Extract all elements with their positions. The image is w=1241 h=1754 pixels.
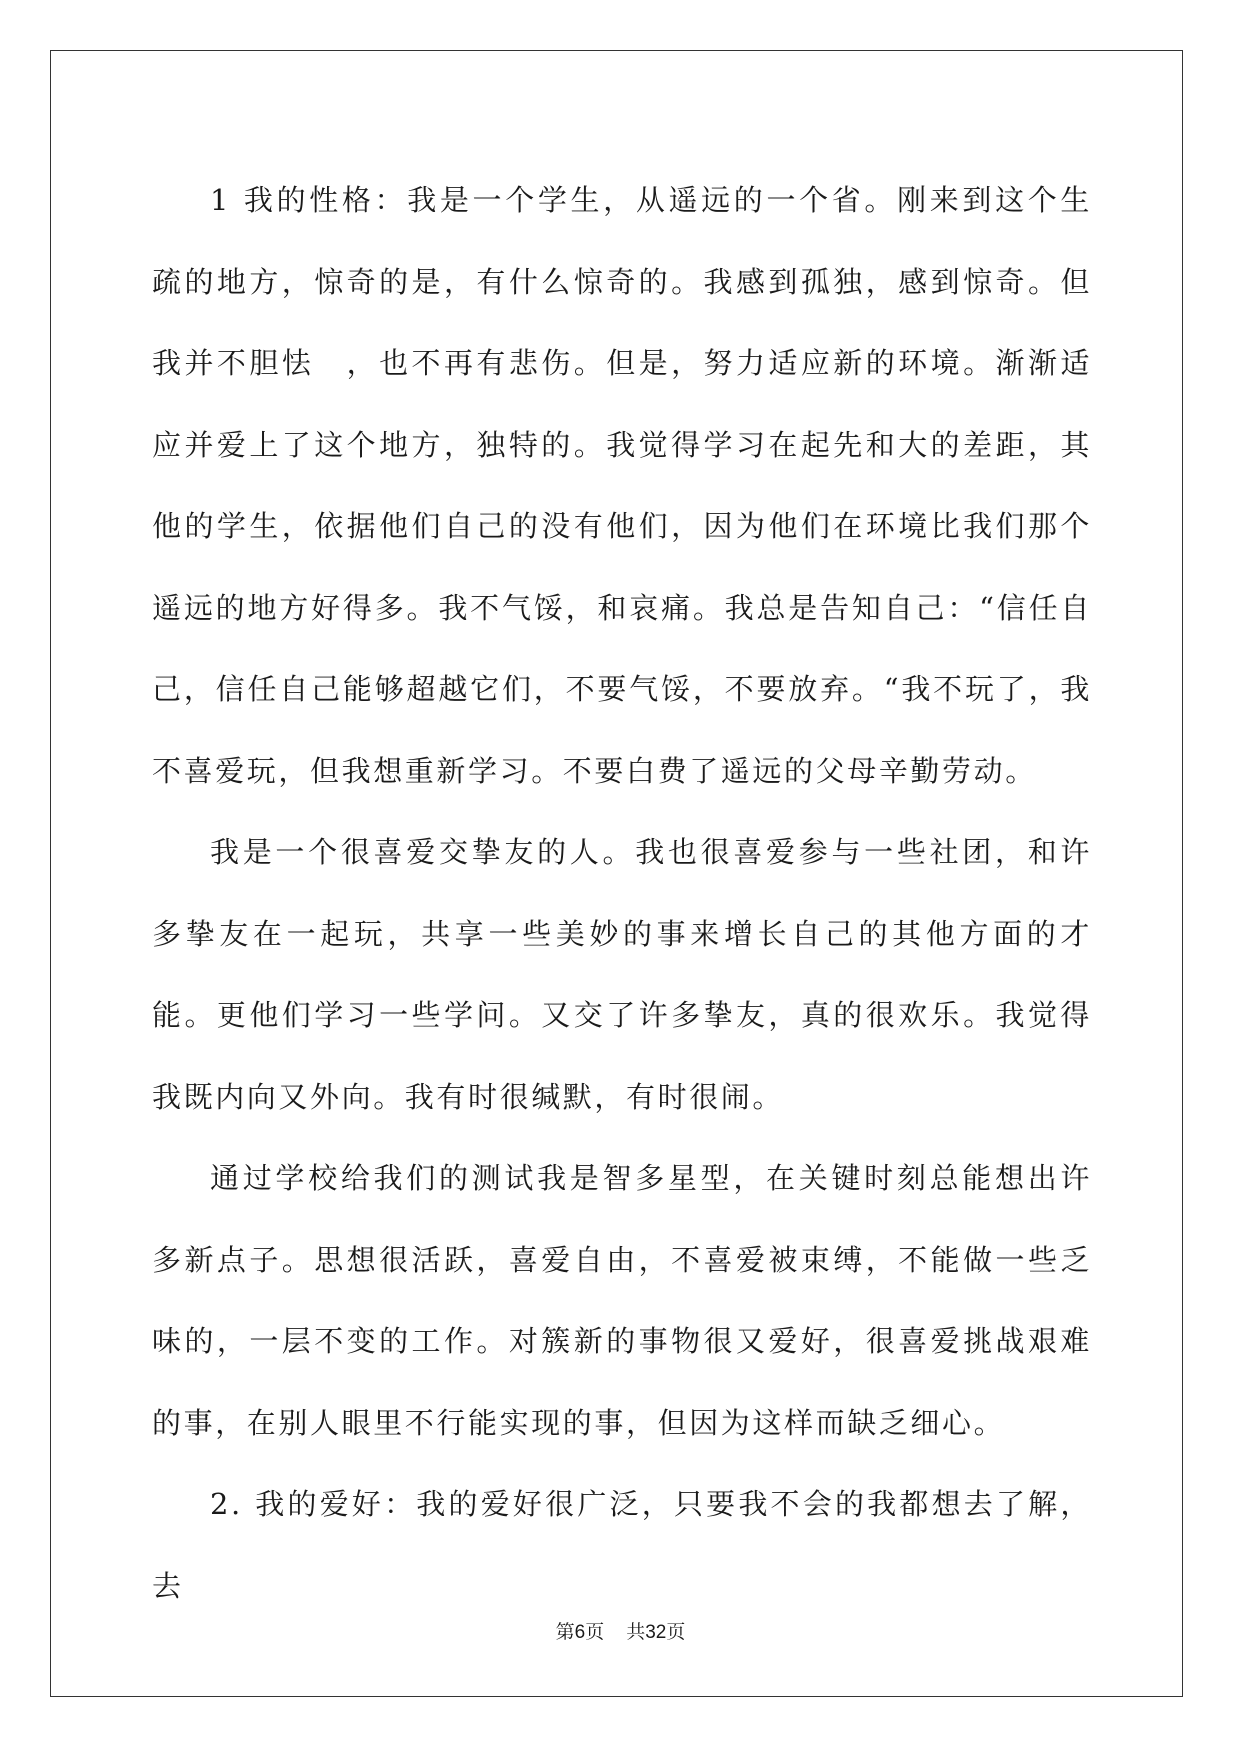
paragraph-personality: 1 我的性格：我是一个学生，从遥远的一个省。刚来到这个生疏的地方，惊奇的是，有什么惊奇的。我感到孤独，感到惊奇。但我并不胆怯 ，也不再有悲伤。但是，努力适应新的环境。渐渐适应并爱上了这个地方，独特的。我觉得学习在起先和大的差距，其他的学生，依据他们自己的没有他们，因为他们在环境比我们那个遥远的地方好得多。我不气馁，和哀痛。我总是告知自己：“信任自己，信任自己能够超越它们，不要气馁，不要放弃。“我不玩了，我不喜爱玩，但我想重新学习。不要白费了遥远的父母辛勤劳动。 (152, 183, 1092, 788)
paragraph-test-result: 通过学校给我们的测试我是智多星型，在关键时刻总能想出许多新点子。思想很活跃，喜爱自由，不喜爱被束缚，不能做一些乏味的，一层不变的工作。对簇新的事物很又爱好，很喜爱挑战艰难的事，在别人眼里不行能实现的事，但因为这样而缺乏细心。 (152, 1161, 1092, 1440)
page-prefix: 第 (555, 1621, 575, 1643)
page-suffix: 页 (585, 1621, 605, 1643)
total-suffix: 页 (666, 1621, 686, 1643)
total-prefix: 共 (626, 1621, 646, 1643)
total-pages: 32 (645, 1622, 667, 1643)
paragraph-hobbies: 2. 我的爱好：我的爱好很广泛，只要我不会的我都想去了解，去 (152, 1487, 1092, 1603)
page-number: 6 (574, 1622, 586, 1643)
paragraph-friends: 我是一个很喜爱交挚友的人。我也很喜爱参与一些社团，和许多挚友在一起玩，共享一些美妙的事来增长自己的其他方面的才能。更他们学习一些学问。又交了许多挚友，真的很欢乐。我觉得我既内向又外向。我有时很缄默，有时很闹。 (152, 835, 1092, 1114)
page-footer (0, 1617, 1241, 1644)
document-body (152, 160, 1092, 1627)
